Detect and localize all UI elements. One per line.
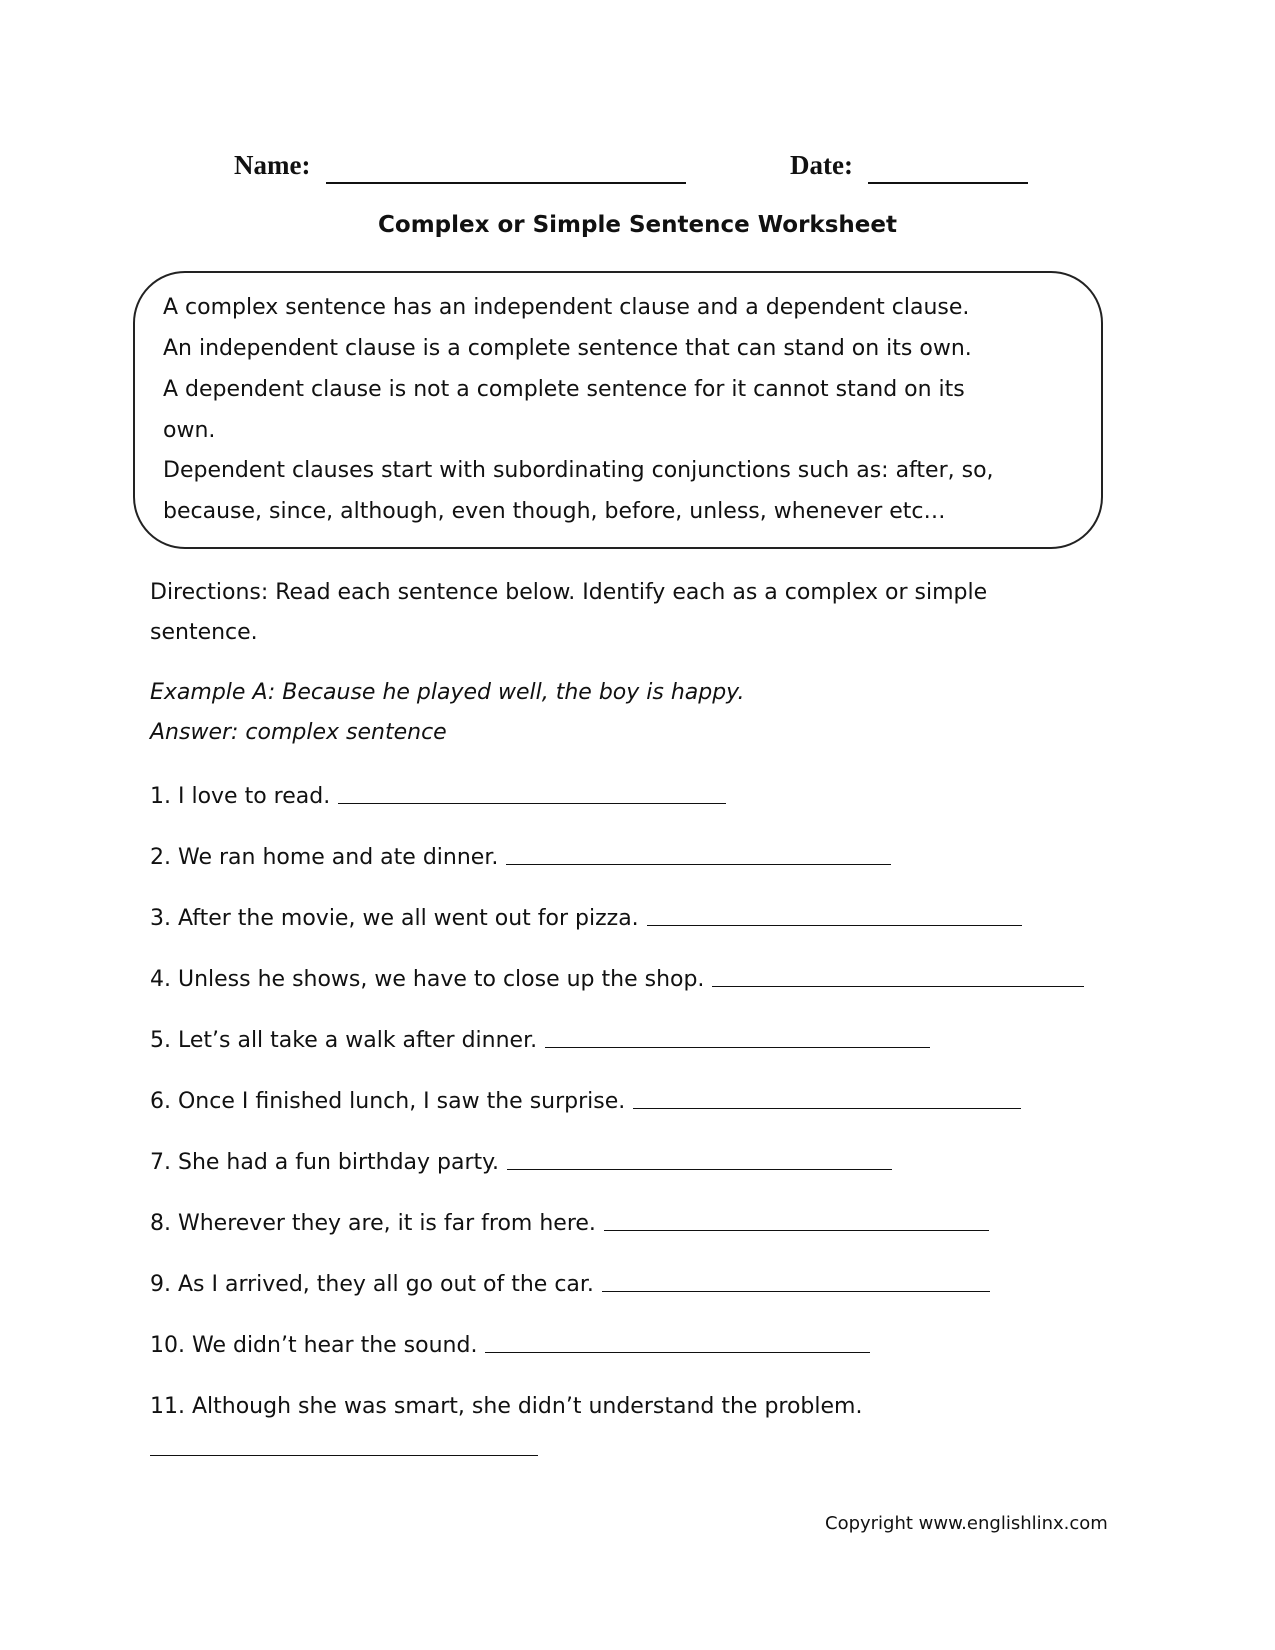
question-text: 7. She had a fun birthday party. <box>150 1150 500 1175</box>
directions-text: sentence. <box>150 620 258 645</box>
header-row <box>0 150 1275 190</box>
answer-line[interactable] <box>633 1108 1021 1109</box>
question-text: 8. Wherever they are, it is far from here. <box>150 1211 596 1236</box>
question-row <box>150 1141 892 1175</box>
question-row <box>150 1385 862 1419</box>
question-row <box>150 1324 870 1358</box>
question-row <box>150 1202 989 1236</box>
question-text: 10. We didn’t hear the sound. <box>150 1333 478 1358</box>
question-row <box>150 897 1022 931</box>
answer-line[interactable] <box>712 986 1084 987</box>
question-row <box>150 958 1084 992</box>
answer-line[interactable] <box>647 925 1022 926</box>
example-question: Example A: Because he played well, the boy is happy. <box>150 680 745 705</box>
name-label: Name: <box>234 150 311 180</box>
definition-line: because, since, although, even though, before, unless, whenever etc… <box>163 499 946 524</box>
question-row <box>150 836 891 870</box>
question-text: 11. Although she was smart, she didn’t understand the problem. <box>150 1394 863 1419</box>
answer-line[interactable] <box>602 1291 990 1292</box>
question-text: 1. I love to read. <box>150 784 331 809</box>
answer-line[interactable] <box>545 1047 930 1048</box>
question-row <box>150 1019 930 1053</box>
date-field[interactable] <box>868 182 1028 184</box>
definition-line: A dependent clause is not a complete sentence for it cannot stand on its <box>163 377 965 402</box>
date-label: Date: <box>790 150 853 180</box>
definition-line: A complex sentence has an independent clause and a dependent clause. <box>163 295 970 320</box>
answer-line[interactable] <box>485 1352 870 1353</box>
worksheet-title: Complex or Simple Sentence Worksheet <box>378 212 897 238</box>
copyright-text: Copyright www.englishlinx.com <box>825 1513 1108 1534</box>
question-text: 6. Once I finished lunch, I saw the surprise. <box>150 1089 626 1114</box>
question-text: 3. After the movie, we all went out for pizza. <box>150 906 639 931</box>
question-text: 4. Unless he shows, we have to close up the shop. <box>150 967 705 992</box>
question-text: 5. Let’s all take a walk after dinner. <box>150 1028 538 1053</box>
answer-line[interactable] <box>150 1455 538 1456</box>
answer-line[interactable] <box>604 1230 989 1231</box>
question-row <box>150 1080 1021 1114</box>
example-answer: Answer: complex sentence <box>150 720 447 745</box>
answer-line[interactable] <box>506 864 891 865</box>
answer-line[interactable] <box>338 803 726 804</box>
answer-line[interactable] <box>507 1169 892 1170</box>
question-text: 2. We ran home and ate dinner. <box>150 845 499 870</box>
definition-line: An independent clause is a complete sentence that can stand on its own. <box>163 336 972 361</box>
question-row <box>150 1263 990 1297</box>
definition-line: Dependent clauses start with subordinating conjunctions such as: after, so, <box>163 458 994 483</box>
directions-text: Directions: Read each sentence below. Identify each as a complex or simple <box>150 580 988 605</box>
definition-line: own. <box>163 418 216 443</box>
name-field[interactable] <box>326 182 686 184</box>
question-text: 9. As I arrived, they all go out of the car. <box>150 1272 594 1297</box>
question-row <box>150 775 726 809</box>
